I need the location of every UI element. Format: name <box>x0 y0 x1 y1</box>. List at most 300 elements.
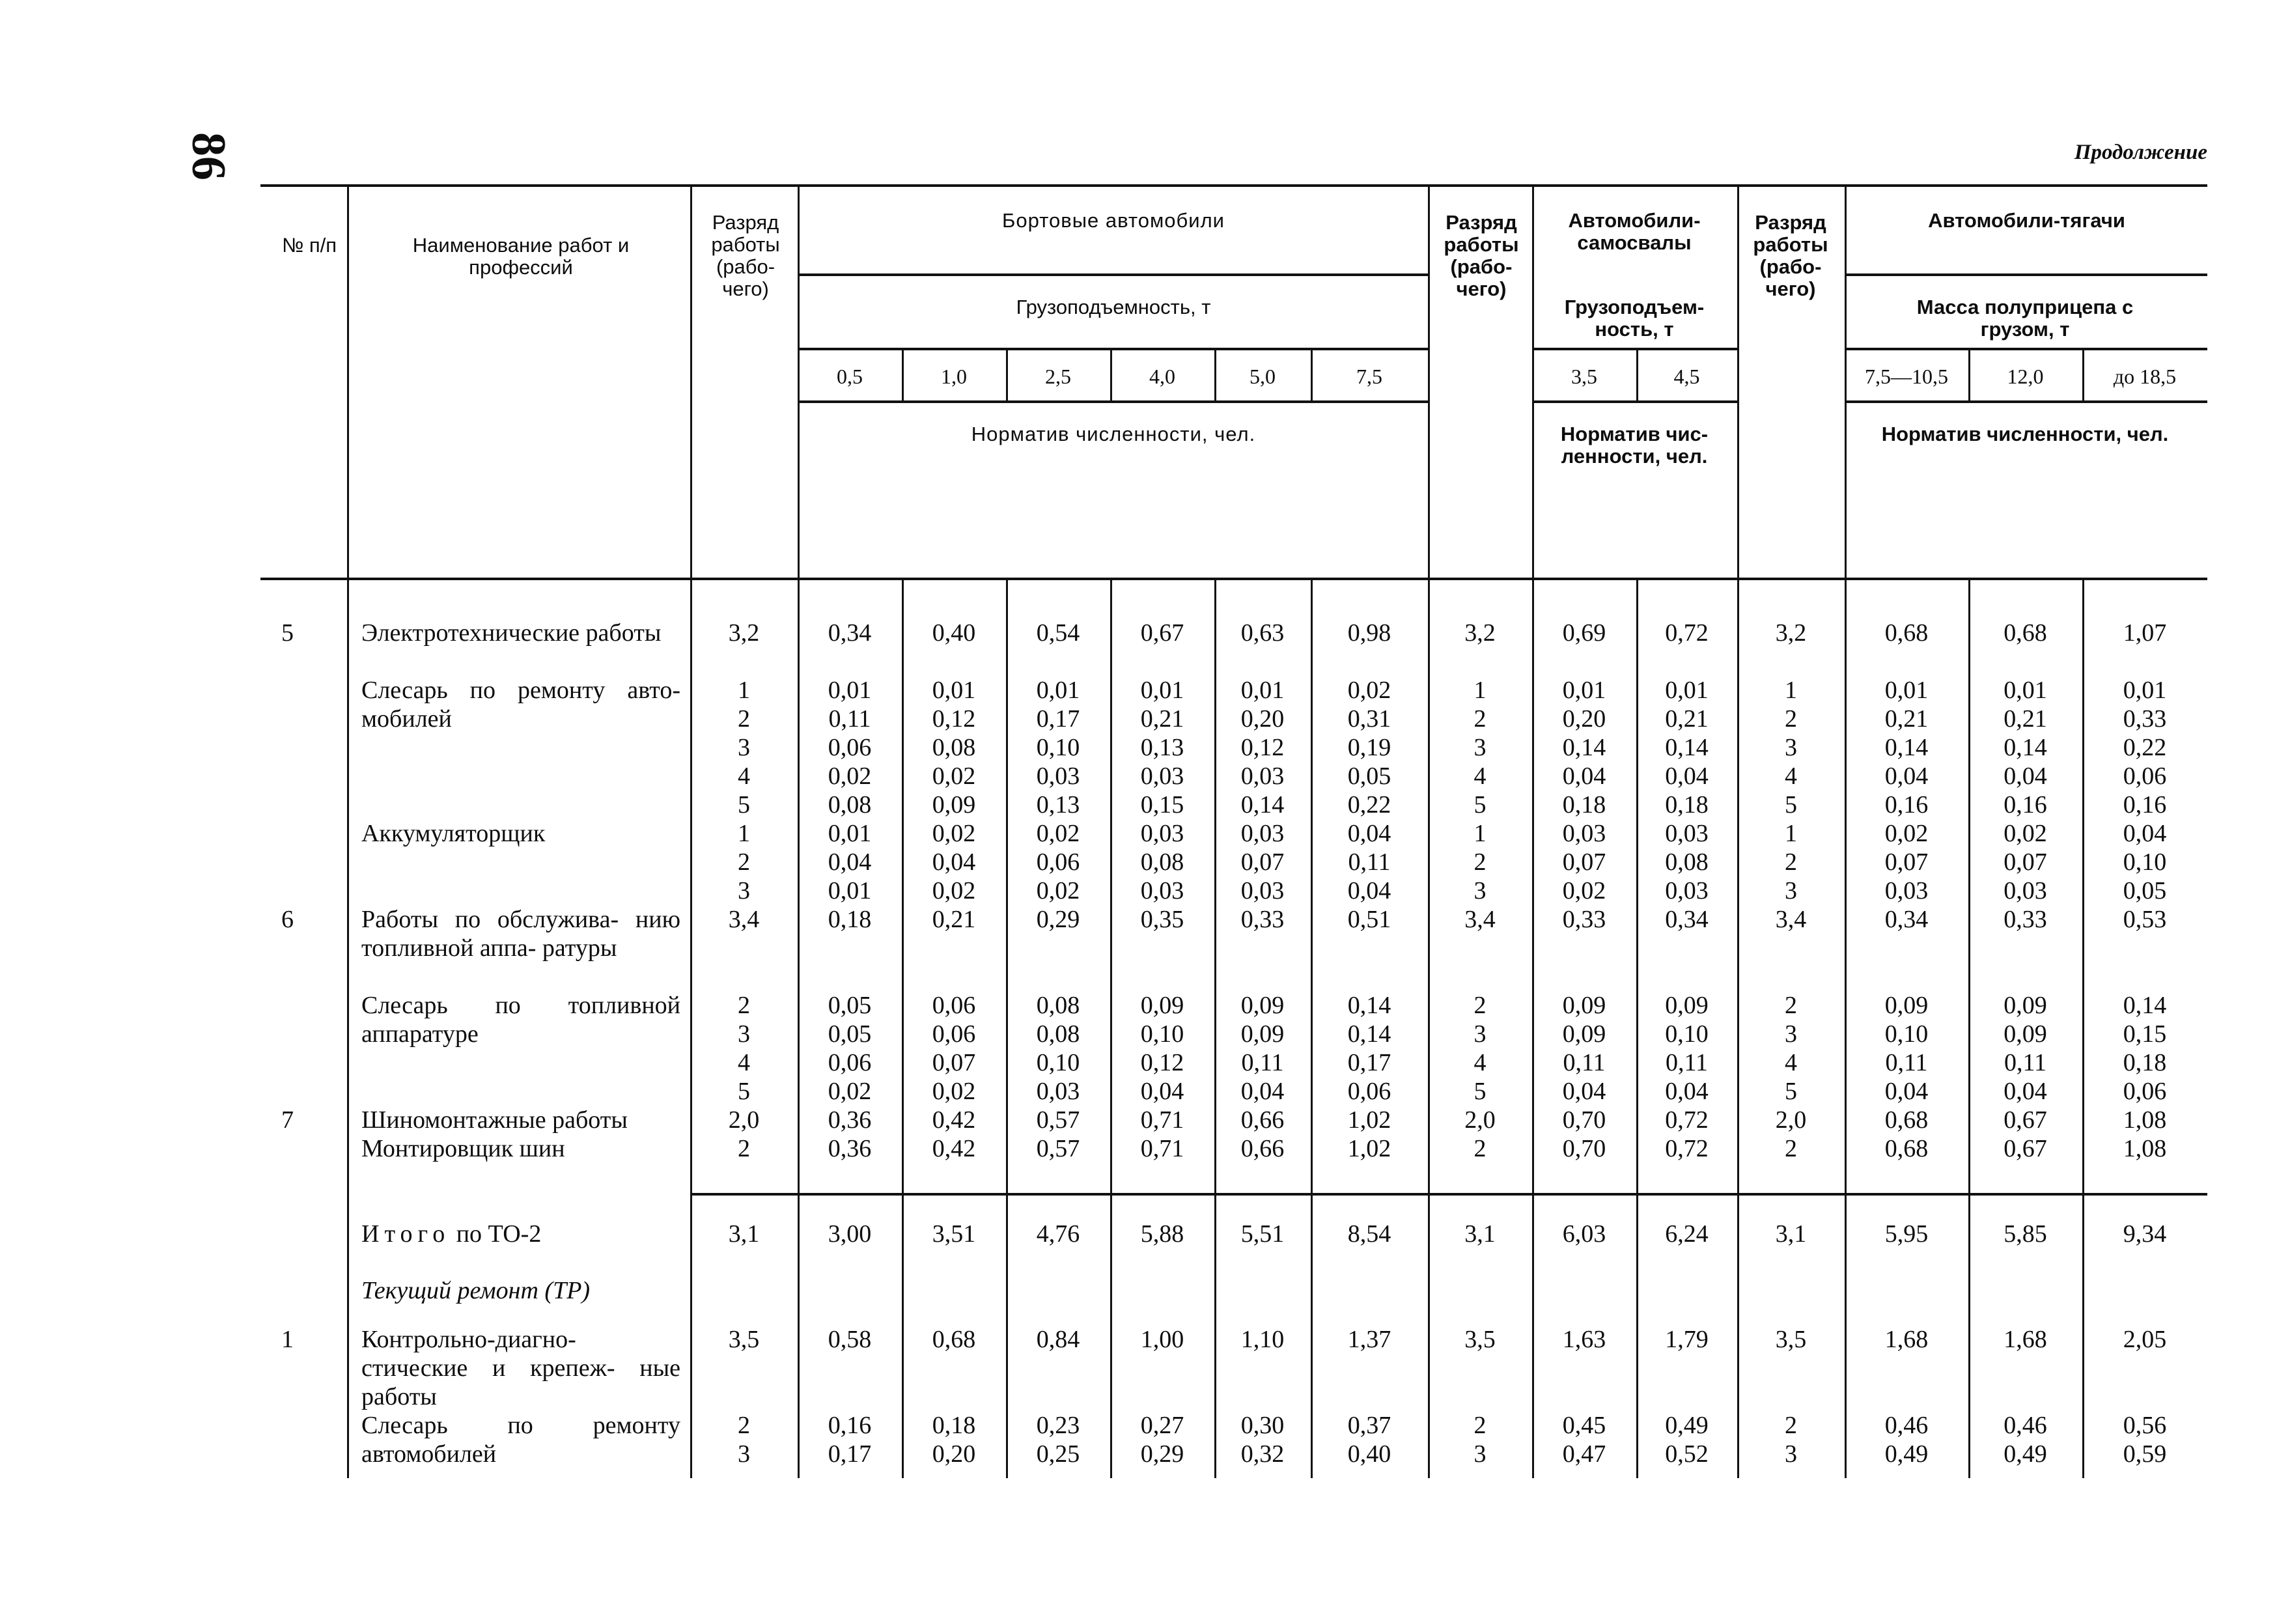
row-grade-dump: 2 <box>1473 1135 1487 1162</box>
row-grade-dump: 3 <box>1473 734 1487 761</box>
row-grade-dump: 2 <box>1473 848 1487 876</box>
row-value-onboard: 0,03 <box>1240 877 1285 904</box>
row-value-onboard: 0,02 <box>1347 677 1391 704</box>
row-value-onboard: 0,20 <box>1240 705 1285 733</box>
row-value-onboard: 0,06 <box>1347 1078 1391 1105</box>
row-value-dump: 0,33 <box>1562 906 1606 933</box>
row-value-onboard: 0,98 <box>1347 619 1391 647</box>
row-value-dump: 0,34 <box>1665 906 1709 933</box>
row-value-onboard: 0,02 <box>932 763 976 790</box>
row-grade-tractor: 3 <box>1785 1020 1797 1048</box>
row-value-tractor: 0,14 <box>2123 992 2167 1019</box>
row-value-tractor: 0,21 <box>2004 705 2047 733</box>
row-grade-onboard: 3 <box>738 1020 750 1048</box>
row-value-tractor: 0,33 <box>2004 906 2047 933</box>
tractor-norm-rule <box>1845 400 2207 403</box>
total-label-spaced: Итого <box>361 1220 451 1248</box>
row-value-onboard: 0,01 <box>1140 677 1184 704</box>
row-grade-dump: 4 <box>1473 763 1487 790</box>
header-grade-tractor: Разряд работы (рабо- чего) <box>1753 211 1828 300</box>
row-value-tractor: 0,68 <box>1884 619 1929 647</box>
row-value-onboard: 0,01 <box>1240 677 1285 704</box>
row-grade-onboard: 2 <box>738 848 750 876</box>
dump-cols-rule <box>1532 348 1737 350</box>
row-grade-tractor: 3,5 <box>1775 1326 1807 1353</box>
header-onboard-capacity-col: 5,0 <box>1250 365 1276 388</box>
row-grade-tractor: 2 <box>1785 848 1797 876</box>
row-value-dump: 0,72 <box>1665 1106 1709 1134</box>
header-dump-capacity: Грузоподъем- ность, т <box>1564 296 1705 341</box>
row-value-onboard: 0,13 <box>1036 791 1080 819</box>
row-value-onboard: 1,10 <box>1240 1326 1285 1353</box>
header-grade-dump: Разряд работы (рабо- чего) <box>1444 211 1519 300</box>
row-value-tractor: 0,09 <box>2004 992 2047 1019</box>
row-value-tractor: 0,04 <box>2004 763 2047 790</box>
row-value-dump: 0,20 <box>1562 705 1606 733</box>
header-onboard-capacity-col: 7,5 <box>1356 365 1382 388</box>
row-value-tractor: 0,06 <box>2123 1078 2167 1105</box>
row-value-tractor: 1,07 <box>2123 619 2167 647</box>
row-value-tractor: 0,01 <box>2123 677 2167 704</box>
row-value-tractor: 2,05 <box>2123 1326 2167 1353</box>
row-value-onboard: 0,05 <box>1347 763 1391 790</box>
row-grade-dump: 3,2 <box>1464 619 1496 647</box>
row-value-onboard: 0,12 <box>1240 734 1285 761</box>
row-value-tractor: 0,07 <box>1884 848 1929 876</box>
row-value-dump: 0,70 <box>1562 1106 1606 1134</box>
total-grade-onboard: 3,1 <box>728 1220 760 1248</box>
row-value-tractor: 0,11 <box>2004 1049 2047 1076</box>
row-grade-dump: 5 <box>1473 1078 1487 1105</box>
row-grade-tractor: 3 <box>1785 734 1797 761</box>
col-rule-name <box>347 186 349 1478</box>
row-grade-tractor: 4 <box>1785 1049 1797 1076</box>
row-grade-dump: 3 <box>1473 1440 1487 1468</box>
row-value-onboard: 0,30 <box>1240 1412 1285 1439</box>
row-value-dump: 0,04 <box>1665 1078 1709 1105</box>
row-value-onboard: 1,00 <box>1140 1326 1184 1353</box>
row-name: Шиномонтажные работы <box>361 1106 628 1134</box>
header-tractor-mass: Масса полуприцепа с грузом, т <box>1916 296 2134 341</box>
row-value-tractor: 0,18 <box>2123 1049 2167 1076</box>
row-grade-dump: 2 <box>1473 992 1487 1019</box>
row-grade-dump: 1 <box>1473 677 1487 704</box>
row-value-onboard: 0,09 <box>932 791 976 819</box>
row-value-onboard: 0,58 <box>828 1326 872 1353</box>
header-onboard-title: Бортовые автомобили <box>1002 209 1225 232</box>
row-grade-dump: 3,5 <box>1464 1326 1496 1353</box>
dump-norm-rule <box>1532 400 1737 403</box>
row-grade-tractor: 1 <box>1785 820 1797 847</box>
row-value-dump: 0,09 <box>1562 1020 1606 1048</box>
row-value-tractor: 0,09 <box>2004 1020 2047 1048</box>
row-value-onboard: 1,37 <box>1347 1326 1391 1353</box>
row-grade-tractor: 2 <box>1785 1135 1797 1162</box>
row-value-dump: 0,10 <box>1665 1020 1709 1048</box>
row-value-dump: 0,52 <box>1665 1440 1709 1468</box>
row-value-dump: 0,45 <box>1562 1412 1606 1439</box>
row-value-onboard: 0,36 <box>828 1135 872 1162</box>
row-value-tractor: 0,21 <box>1884 705 1929 733</box>
row-value-dump: 0,11 <box>1665 1049 1709 1076</box>
row-value-dump: 0,14 <box>1665 734 1709 761</box>
row-name: Монтировщик шин <box>361 1135 565 1162</box>
row-value-onboard: 1,02 <box>1347 1135 1391 1162</box>
row-value-onboard: 0,06 <box>828 734 872 761</box>
row-name: Электротехнические работы <box>361 619 662 647</box>
row-value-onboard: 0,03 <box>1036 1078 1080 1105</box>
row-value-onboard: 0,66 <box>1240 1106 1285 1134</box>
row-name: Слесарь по ремонту авто- мобилей <box>361 677 680 733</box>
row-value-onboard: 0,04 <box>1140 1078 1184 1105</box>
header-tractor-title: Автомобили-тягачи <box>1928 209 2125 232</box>
row-value-onboard: 0,06 <box>828 1049 872 1076</box>
row-value-onboard: 0,02 <box>1036 877 1080 904</box>
row-value-onboard: 0,04 <box>1347 877 1391 904</box>
row-value-onboard: 0,18 <box>932 1412 976 1439</box>
row-grade-dump: 3,4 <box>1464 906 1496 933</box>
row-value-onboard: 0,12 <box>932 705 976 733</box>
total-value-onboard: 3,51 <box>932 1220 976 1248</box>
row-value-dump: 0,18 <box>1562 791 1606 819</box>
row-value-dump: 0,47 <box>1562 1440 1606 1468</box>
total-value-tractor: 5,95 <box>1884 1220 1929 1248</box>
row-value-tractor: 0,03 <box>1884 877 1929 904</box>
row-value-dump: 0,03 <box>1562 820 1606 847</box>
row-value-onboard: 0,07 <box>1240 848 1285 876</box>
row-value-onboard: 0,04 <box>1240 1078 1285 1105</box>
header-tractor-mass-col: 7,5—10,5 <box>1865 365 1948 388</box>
row-grade-onboard: 2,0 <box>728 1106 760 1134</box>
total-value-onboard: 4,76 <box>1036 1220 1080 1248</box>
row-value-tractor: 0,04 <box>2004 1078 2047 1105</box>
row-value-onboard: 0,21 <box>1140 705 1184 733</box>
row-grade-onboard: 3 <box>738 877 750 904</box>
row-value-onboard: 0,14 <box>1347 1020 1391 1048</box>
tractor-cols-rule <box>1845 348 2207 350</box>
row-value-onboard: 0,04 <box>1347 820 1391 847</box>
row-name: Слесарь по ремонту автомобилей <box>361 1412 680 1468</box>
row-value-onboard: 0,34 <box>828 619 872 647</box>
row-value-onboard: 0,01 <box>1036 677 1080 704</box>
header-num: № п/п <box>281 234 337 257</box>
row-grade-tractor: 2,0 <box>1775 1106 1807 1134</box>
total-value-tractor: 5,85 <box>2004 1220 2047 1248</box>
page-number: 86 <box>182 132 236 180</box>
row-value-onboard: 0,05 <box>828 992 872 1019</box>
row-grade-onboard: 2 <box>738 1135 750 1162</box>
row-value-onboard: 0,21 <box>932 906 976 933</box>
row-value-tractor: 0,11 <box>1885 1049 1928 1076</box>
row-value-dump: 1,63 <box>1562 1326 1606 1353</box>
row-value-dump: 0,70 <box>1562 1135 1606 1162</box>
row-value-tractor: 0,03 <box>2004 877 2047 904</box>
row-value-onboard: 0,01 <box>932 677 976 704</box>
row-value-onboard: 0,17 <box>828 1440 872 1468</box>
row-value-onboard: 0,40 <box>932 619 976 647</box>
row-grade-tractor: 2 <box>1785 1412 1797 1439</box>
continuation-label: Продолжение <box>2074 141 2207 164</box>
row-value-onboard: 0,08 <box>828 791 872 819</box>
row-value-onboard: 0,42 <box>932 1135 976 1162</box>
row-grade-tractor: 2 <box>1785 705 1797 733</box>
row-grade-onboard: 1 <box>738 677 750 704</box>
row-grade-tractor: 3 <box>1785 1440 1797 1468</box>
onboard-norm-rule <box>798 400 1428 403</box>
total-value-onboard: 5,88 <box>1140 1220 1184 1248</box>
row-value-onboard: 0,03 <box>1140 820 1184 847</box>
header-onboard-capacity-col: 2,5 <box>1045 365 1071 388</box>
row-value-dump: 0,04 <box>1562 763 1606 790</box>
row-value-onboard: 0,08 <box>932 734 976 761</box>
row-value-dump: 0,49 <box>1665 1412 1709 1439</box>
row-value-onboard: 0,06 <box>1036 848 1080 876</box>
row-value-onboard: 0,37 <box>1347 1412 1391 1439</box>
row-value-onboard: 0,10 <box>1140 1020 1184 1048</box>
row-value-tractor: 0,16 <box>2123 791 2167 819</box>
row-value-onboard: 0,27 <box>1140 1412 1184 1439</box>
row-grade-dump: 4 <box>1473 1049 1487 1076</box>
row-value-onboard: 0,11 <box>1241 1049 1284 1076</box>
total-value-dump: 6,03 <box>1562 1220 1606 1248</box>
row-value-onboard: 0,42 <box>932 1106 976 1134</box>
row-grade-dump: 1 <box>1473 820 1487 847</box>
row-grade-onboard: 3,2 <box>728 619 760 647</box>
row-value-tractor: 0,10 <box>2123 848 2167 876</box>
header-dump-title: Автомобили- самосвалы <box>1568 209 1701 254</box>
row-grade-tractor: 3 <box>1785 877 1797 904</box>
row-value-onboard: 0,08 <box>1036 1020 1080 1048</box>
row-value-dump: 0,01 <box>1562 677 1606 704</box>
row-value-onboard: 0,25 <box>1036 1440 1080 1468</box>
row-grade-tractor: 4 <box>1785 763 1797 790</box>
row-value-onboard: 0,63 <box>1240 619 1285 647</box>
row-value-onboard: 0,12 <box>1140 1049 1184 1076</box>
header-dump-norm: Норматив чис- ленности, чел. <box>1560 423 1709 468</box>
row-grade-onboard: 5 <box>738 1078 750 1105</box>
total-grade-tractor: 3,1 <box>1775 1220 1807 1248</box>
row-value-onboard: 0,13 <box>1140 734 1184 761</box>
row-value-onboard: 0,02 <box>1036 820 1080 847</box>
row-number: 6 <box>281 906 294 933</box>
row-name: Контрольно-диагно- стические и крепеж- ные работы <box>361 1326 680 1410</box>
header-onboard-capacity-col: 4,0 <box>1149 365 1175 388</box>
row-value-dump: 1,79 <box>1665 1326 1709 1353</box>
row-value-onboard: 0,16 <box>828 1412 872 1439</box>
onboard-cols-rule <box>798 348 1428 350</box>
tractor-title-rule <box>1845 273 2207 276</box>
total-label-rest: по ТО-2 <box>456 1220 542 1248</box>
row-value-onboard: 0,57 <box>1036 1106 1080 1134</box>
row-value-dump: 0,11 <box>1563 1049 1606 1076</box>
header-bottom-rule <box>260 578 2207 580</box>
row-value-onboard: 0,84 <box>1036 1326 1080 1353</box>
header-tractor-mass-col: до 18,5 <box>2113 365 2177 388</box>
row-name: Слесарь по топливной аппаратуре <box>361 992 680 1048</box>
row-value-tractor: 0,46 <box>1884 1412 1929 1439</box>
header-onboard-capacity-col: 1,0 <box>941 365 967 388</box>
row-value-tractor: 0,01 <box>1884 677 1929 704</box>
table-top-rule <box>260 184 2207 187</box>
row-value-onboard: 0,51 <box>1347 906 1391 933</box>
row-value-tractor: 0,16 <box>1884 791 1929 819</box>
row-value-tractor: 0,04 <box>2123 820 2167 847</box>
row-value-onboard: 0,02 <box>932 820 976 847</box>
row-value-onboard: 0,71 <box>1140 1135 1184 1162</box>
row-value-onboard: 0,33 <box>1240 906 1285 933</box>
row-grade-dump: 3 <box>1473 1020 1487 1048</box>
row-value-onboard: 0,11 <box>1348 848 1391 876</box>
row-value-onboard: 0,09 <box>1240 1020 1285 1048</box>
total-value-onboard: 8,54 <box>1347 1220 1391 1248</box>
row-grade-tractor: 1 <box>1785 677 1797 704</box>
row-grade-onboard: 2 <box>738 705 750 733</box>
row-value-tractor: 0,67 <box>2004 1106 2047 1134</box>
row-value-onboard: 0,07 <box>932 1049 976 1076</box>
row-value-tractor: 0,68 <box>1884 1106 1929 1134</box>
row-value-onboard: 0,04 <box>932 848 976 876</box>
row-value-tractor: 0,49 <box>2004 1440 2047 1468</box>
row-grade-onboard: 5 <box>738 791 750 819</box>
row-grade-dump: 5 <box>1473 791 1487 819</box>
row-value-dump: 0,21 <box>1665 705 1709 733</box>
row-value-onboard: 0,03 <box>1036 763 1080 790</box>
row-value-tractor: 0,15 <box>2123 1020 2167 1048</box>
row-value-tractor: 0,05 <box>2123 877 2167 904</box>
row-value-tractor: 1,08 <box>2123 1106 2167 1134</box>
row-value-onboard: 0,08 <box>1036 992 1080 1019</box>
row-value-onboard: 0,11 <box>828 705 871 733</box>
row-grade-onboard: 1 <box>738 820 750 847</box>
row-value-onboard: 0,54 <box>1036 619 1080 647</box>
header-onboard-capacity-col: 0,5 <box>837 365 863 388</box>
total-value-onboard: 5,51 <box>1240 1220 1285 1248</box>
row-value-tractor: 0,34 <box>1884 906 1929 933</box>
section-title: Текущий ремонт (ТР) <box>361 1277 591 1304</box>
total-label <box>361 1220 541 1248</box>
total-value-onboard: 3,00 <box>828 1220 872 1248</box>
row-value-tractor: 0,22 <box>2123 734 2167 761</box>
row-value-onboard: 0,02 <box>828 763 872 790</box>
row-value-tractor: 0,33 <box>2123 705 2167 733</box>
row-value-tractor: 0,68 <box>2004 619 2047 647</box>
row-grade-onboard: 2 <box>738 1412 750 1439</box>
row-value-tractor: 0,02 <box>2004 820 2047 847</box>
row-grade-onboard: 4 <box>738 1049 750 1076</box>
row-value-dump: 0,69 <box>1562 619 1606 647</box>
row-value-onboard: 0,03 <box>1240 820 1285 847</box>
row-value-onboard: 0,04 <box>828 848 872 876</box>
row-value-onboard: 0,20 <box>932 1440 976 1468</box>
row-value-onboard: 0,22 <box>1347 791 1391 819</box>
row-value-onboard: 0,17 <box>1347 1049 1391 1076</box>
row-value-onboard: 0,01 <box>828 677 872 704</box>
row-value-tractor: 0,04 <box>1884 1078 1929 1105</box>
row-value-tractor: 0,16 <box>2004 791 2047 819</box>
onboard-title-rule <box>798 273 1428 276</box>
header-grade-onboard: Разряд работы (рабо- чего) <box>711 211 780 300</box>
row-grade-onboard: 4 <box>738 763 750 790</box>
row-value-tractor: 0,67 <box>2004 1135 2047 1162</box>
row-value-dump: 0,04 <box>1665 763 1709 790</box>
row-value-onboard: 0,05 <box>828 1020 872 1048</box>
row-value-onboard: 0,03 <box>1140 877 1184 904</box>
row-value-tractor: 0,68 <box>1884 1135 1929 1162</box>
row-value-onboard: 0,01 <box>828 820 872 847</box>
row-value-tractor: 0,14 <box>1884 734 1929 761</box>
row-value-onboard: 0,01 <box>828 877 872 904</box>
header-dump-capacity-col: 4,5 <box>1673 365 1700 388</box>
row-value-tractor: 0,01 <box>2004 677 2047 704</box>
row-grade-dump: 2 <box>1473 1412 1487 1439</box>
row-value-tractor: 0,46 <box>2004 1412 2047 1439</box>
row-value-onboard: 0,57 <box>1036 1135 1080 1162</box>
row-value-dump: 0,09 <box>1665 992 1709 1019</box>
row-grade-onboard: 3 <box>738 1440 750 1468</box>
row-value-tractor: 1,08 <box>2123 1135 2167 1162</box>
row-value-dump: 0,08 <box>1665 848 1709 876</box>
header-name: Наименование работ и профессий <box>412 234 630 279</box>
row-value-onboard: 0,68 <box>932 1326 976 1353</box>
row-value-dump: 0,03 <box>1665 877 1709 904</box>
row-value-tractor: 0,59 <box>2123 1440 2167 1468</box>
row-value-tractor: 0,04 <box>1884 763 1929 790</box>
row-value-onboard: 0,02 <box>828 1078 872 1105</box>
row-value-dump: 0,72 <box>1665 1135 1709 1162</box>
row-value-tractor: 0,07 <box>2004 848 2047 876</box>
row-value-onboard: 0,36 <box>828 1106 872 1134</box>
row-value-onboard: 1,02 <box>1347 1106 1391 1134</box>
row-number: 7 <box>281 1106 294 1134</box>
row-value-onboard: 0,06 <box>932 992 976 1019</box>
row-value-tractor: 0,56 <box>2123 1412 2167 1439</box>
row-value-onboard: 0,03 <box>1140 763 1184 790</box>
row-grade-tractor: 3,2 <box>1775 619 1807 647</box>
header-tractor-mass-col: 12,0 <box>2007 365 2044 388</box>
row-name: Работы по обслужива- нию топливной аппа- ратуры <box>361 906 680 962</box>
row-value-onboard: 0,14 <box>1347 992 1391 1019</box>
row-value-onboard: 0,66 <box>1240 1135 1285 1162</box>
row-value-onboard: 0,40 <box>1347 1440 1391 1468</box>
row-value-onboard: 0,10 <box>1036 1049 1080 1076</box>
row-value-dump: 0,04 <box>1562 1078 1606 1105</box>
row-value-onboard: 0,10 <box>1036 734 1080 761</box>
row-grade-tractor: 3,4 <box>1775 906 1807 933</box>
row-grade-onboard: 3,4 <box>728 906 760 933</box>
row-value-onboard: 0,17 <box>1036 705 1080 733</box>
row-value-onboard: 0,67 <box>1140 619 1184 647</box>
row-grade-onboard: 3 <box>738 734 750 761</box>
row-number: 5 <box>281 619 294 647</box>
row-value-dump: 0,18 <box>1665 791 1709 819</box>
total-value-tractor: 9,34 <box>2123 1220 2167 1248</box>
row-value-onboard: 0,08 <box>1140 848 1184 876</box>
row-grade-dump: 2 <box>1473 705 1487 733</box>
row-value-onboard: 0,15 <box>1140 791 1184 819</box>
row-grade-tractor: 5 <box>1785 791 1797 819</box>
row-value-onboard: 0,18 <box>828 906 872 933</box>
row-value-onboard: 0,29 <box>1140 1440 1184 1468</box>
total-top-rule <box>690 1193 2207 1196</box>
row-grade-dump: 2,0 <box>1464 1106 1496 1134</box>
row-value-onboard: 0,31 <box>1347 705 1391 733</box>
header-onboard-capacity: Грузоподъемность, т <box>1016 296 1211 318</box>
row-value-onboard: 0,02 <box>932 877 976 904</box>
row-value-onboard: 0,14 <box>1240 791 1285 819</box>
row-value-dump: 0,72 <box>1665 619 1709 647</box>
row-value-dump: 0,03 <box>1665 820 1709 847</box>
row-value-onboard: 0,06 <box>932 1020 976 1048</box>
